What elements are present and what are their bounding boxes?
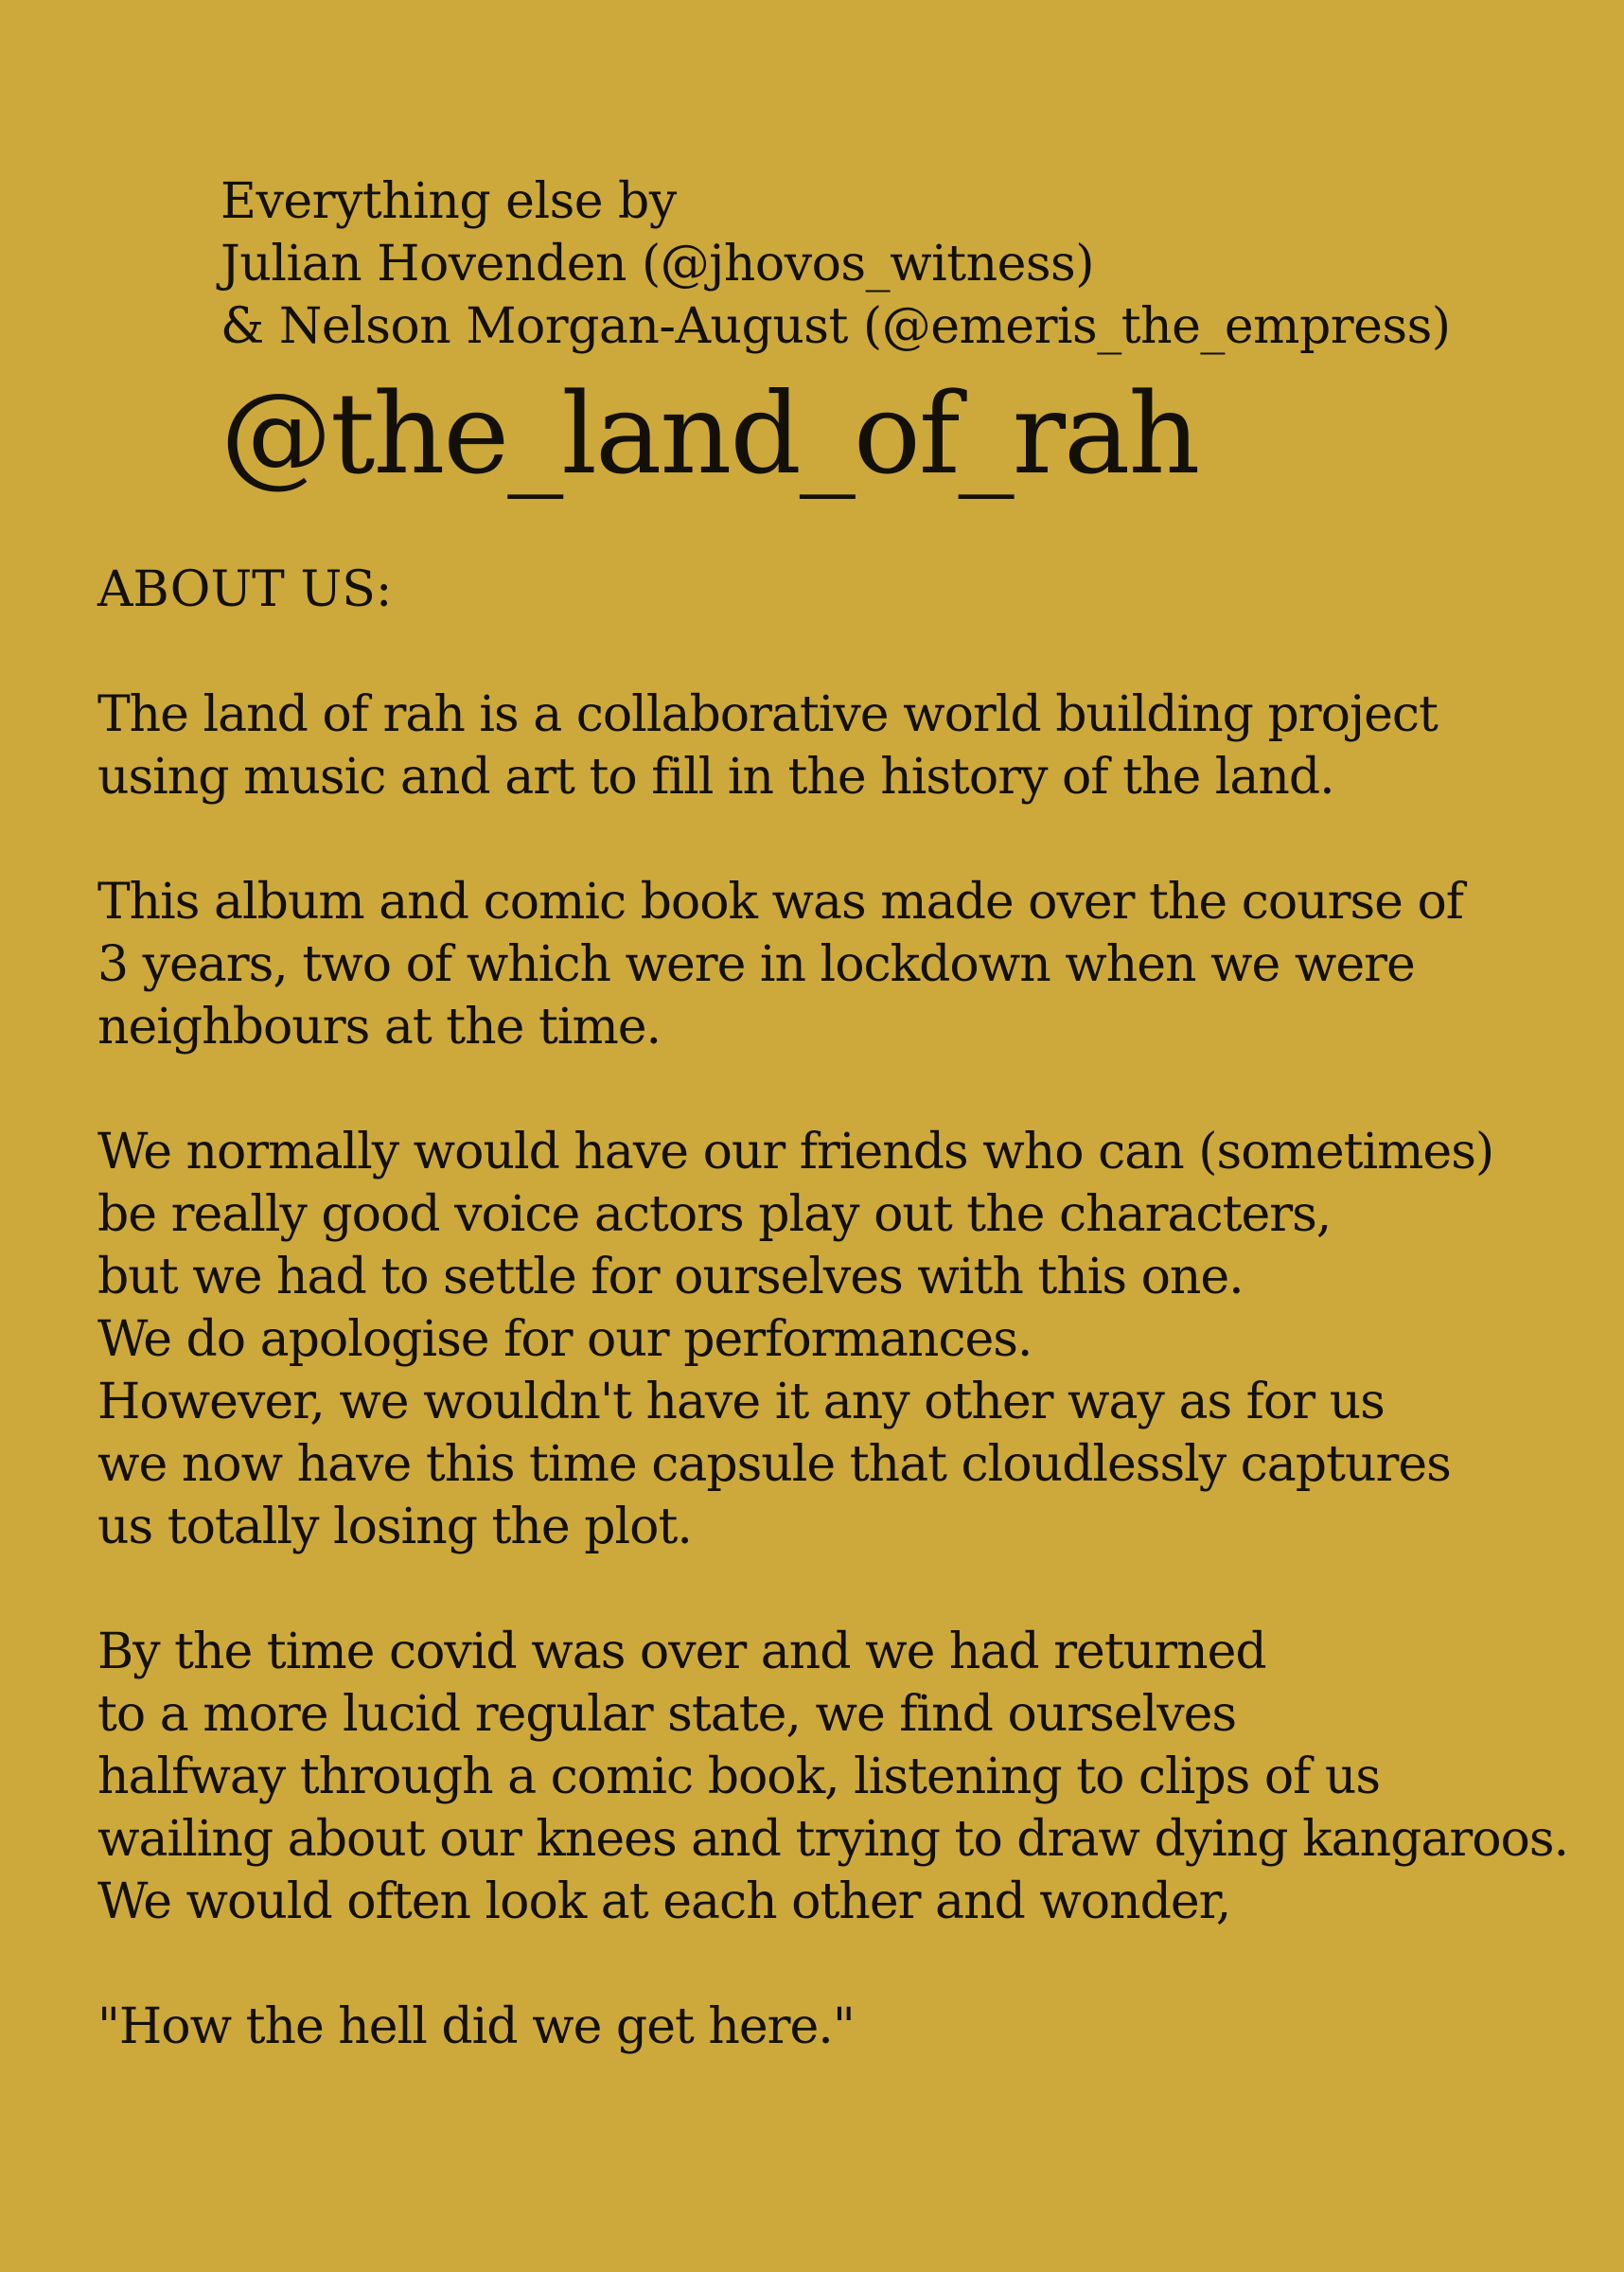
paragraph-line: to a more lucid regular state, we find ourselves	[97, 1686, 1237, 1743]
paragraph-line: wailing about our knees and trying to draw dying kangaroos.	[97, 1811, 1569, 1868]
paragraph-line: 3 years, two of which were in lockdown when we were	[97, 936, 1415, 993]
about-paragraph	[97, 683, 1574, 808]
paragraph-line: using music and art to fill in the history of the land.	[97, 749, 1334, 806]
paragraph-line: but we had to settle for ourselves with this one.	[97, 1249, 1244, 1305]
paragraph-line: This album and comic book was made over the course of	[97, 874, 1464, 931]
paragraph-line: We would often look at each other and wonder,	[97, 1873, 1231, 1930]
paragraph-line: neighbours at the time.	[97, 999, 662, 1056]
about-paragraph	[97, 871, 1574, 1058]
paragraph-line: We normally would have our friends who can (sometimes)	[97, 1124, 1494, 1180]
about-paragraph	[97, 1121, 1574, 1558]
credits-line: Everything else by	[221, 173, 677, 230]
paragraph-line: be really good voice actors play out the characters,	[97, 1186, 1332, 1243]
paragraph-line: By the time covid was over and we had returned	[97, 1624, 1266, 1680]
credits-line: & Nelson Morgan-August (@emeris_the_empress)	[221, 298, 1451, 355]
paragraph-line: However, we wouldn't have it any other way as for us	[97, 1374, 1385, 1430]
about-section	[97, 559, 1574, 2058]
credits-block	[221, 170, 1527, 499]
about-heading: ABOUT US:	[97, 561, 393, 618]
paragraph-line: we now have this time capsule that cloudlessly captures	[97, 1436, 1451, 1493]
closing-quote: "How the hell did we get here."	[97, 1998, 855, 2055]
credits-line: Julian Hovenden (@jhovos_witness)	[221, 236, 1095, 293]
about-paragraph	[97, 1621, 1574, 1933]
project-handle: @the_land_of_rah	[221, 368, 1199, 499]
paragraph-line: The land of rah is a collaborative world building project	[97, 686, 1438, 743]
paragraph-line: We do apologise for our performances.	[97, 1311, 1033, 1368]
about-paragraph	[97, 1996, 1574, 2058]
paragraph-line: us totally losing the plot.	[97, 1499, 692, 1555]
paragraph-line: halfway through a comic book, listening to clips of us	[97, 1748, 1381, 1805]
